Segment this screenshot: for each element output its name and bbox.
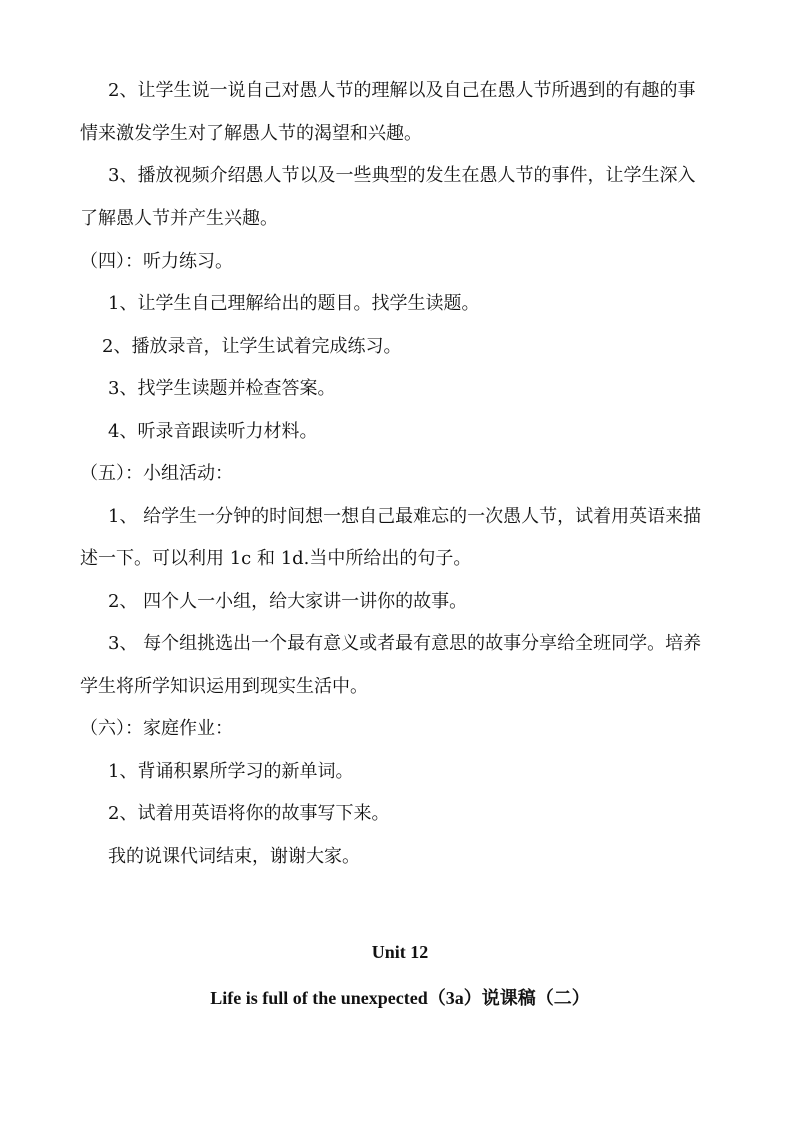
paragraph-line: 我的说课代词结束，谢谢大家。 <box>108 846 360 867</box>
paragraph-line: 3、找学生读题并检查答案。 <box>108 378 336 399</box>
paragraph-line: 述一下。可以利用 1c 和 1d.当中所给出的句子。 <box>80 548 472 569</box>
paragraph-line: 1、背诵积累所学习的新单词。 <box>108 761 354 782</box>
paragraph-line: 4、听录音跟读听力材料。 <box>108 421 318 442</box>
unit-title: Unit 12 <box>371 942 429 962</box>
paragraph-line: 1、让学生自己理解给出的题目。找学生读题。 <box>108 293 480 314</box>
section-heading: （六）：家庭作业： <box>80 718 233 739</box>
paragraph-line: 2、播放录音，让学生试着完成练习。 <box>102 336 402 357</box>
section-heading: （四）：听力练习。 <box>80 251 233 272</box>
section-heading: （五）：小组活动： <box>80 463 233 484</box>
lesson-title: Life is full of the unexpected（3a）说课稿（二） <box>210 988 590 1008</box>
paragraph-line: 情来激发学生对了解愚人节的渴望和兴趣。 <box>80 123 422 144</box>
paragraph-line: 3、 每个组挑选出一个最有意义或者最有意思的故事分享给全班同学。培养 <box>108 633 702 654</box>
paragraph-line: 了解愚人节并产生兴趣。 <box>80 208 278 229</box>
paragraph-line: 3、播放视频介绍愚人节以及一些典型的发生在愚人节的事件，让学生深入 <box>108 165 696 186</box>
paragraph-line: 2、试着用英语将你的故事写下来。 <box>108 803 390 824</box>
paragraph-line: 2、让学生说一说自己对愚人节的理解以及自己在愚人节所遇到的有趣的事 <box>108 80 696 101</box>
paragraph-line: 2、 四个人一小组，给大家讲一讲你的故事。 <box>108 591 468 612</box>
paragraph-line: 学生将所学知识运用到现实生活中。 <box>80 676 368 697</box>
paragraph-line: 1、 给学生一分钟的时间想一想自己最难忘的一次愚人节，试着用英语来描 <box>108 506 702 527</box>
